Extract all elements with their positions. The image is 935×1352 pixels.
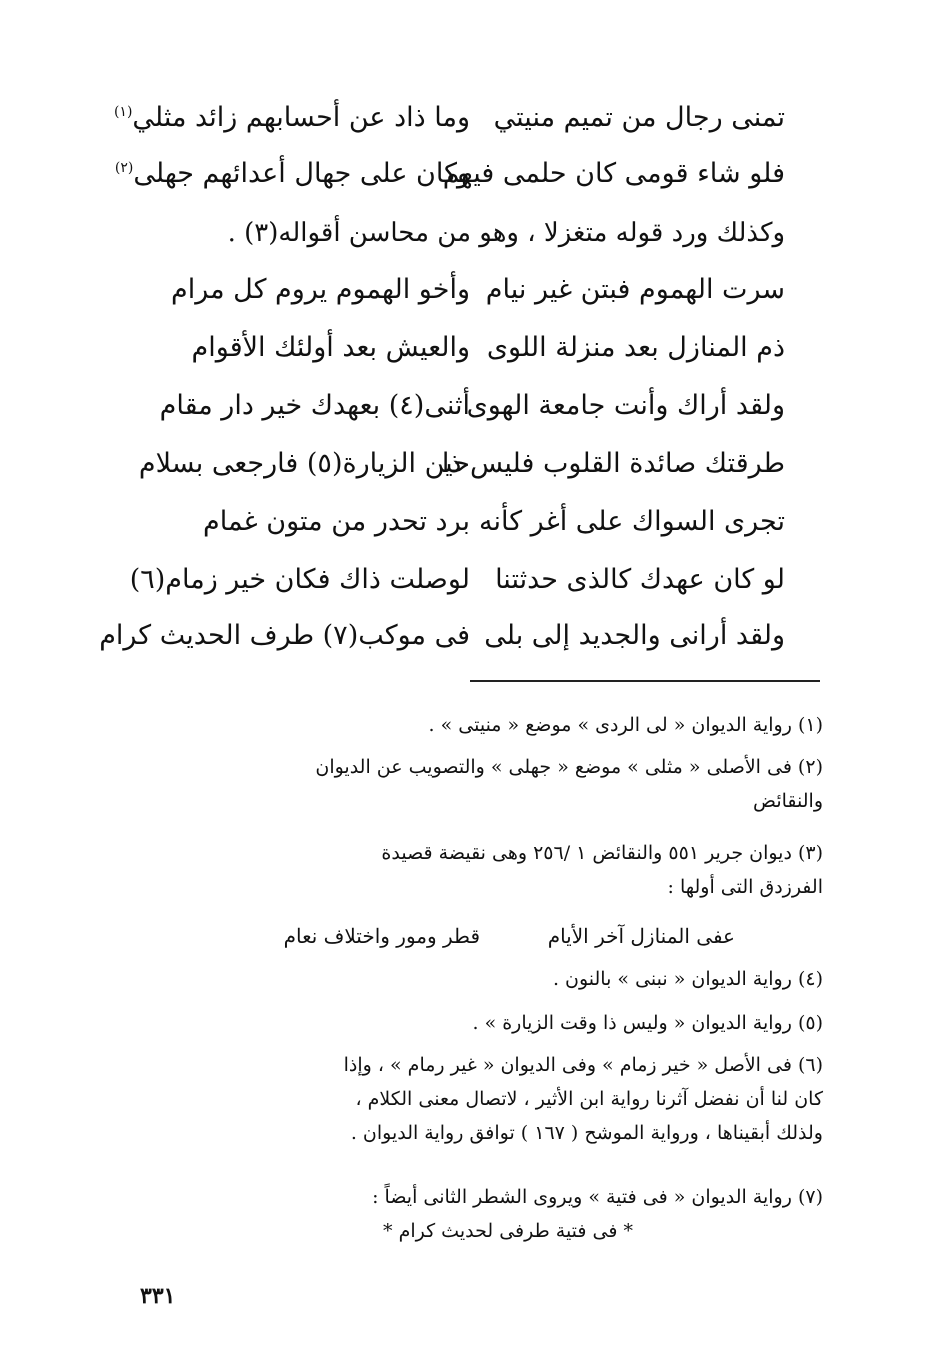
verse-hemistich-1: طرقتك صائدة القلوب فليس ذا (441, 448, 785, 479)
verse-hemistich-2: حين الزيارة(٥) فارجعى بسلام (138, 448, 470, 479)
quoted-hemistich-2: قطر ومور واختلاف نعام (283, 924, 480, 948)
verse-hemistich-1: ذم المنازل بعد منزلة اللوى (486, 332, 785, 363)
verse-line (113, 102, 785, 146)
footnote-6 (160, 1048, 823, 1150)
intro-text: وكذلك ورد قوله متغزلا ، وهو من محاسن أقواله(٣) . (227, 218, 785, 248)
verse-hemistich-2: وكان على جهال أعدائهم جهلى$^{(٢)}$ (114, 158, 470, 189)
quoted-hemistich-1: عفى المنازل آخر الأيام (547, 924, 735, 948)
verse-hemistich-2: وما ذاد عن أحسابهم زائد مثلي$^{(١)}$ (113, 102, 470, 133)
verse-line (138, 448, 785, 492)
footnote-continuation: * فى فتية طرفى لحديث كرام * (383, 1220, 633, 1242)
verse-hemistich-1: تجرى السواك على أغر كأنه (479, 506, 785, 537)
verse-hemistich-2: برد تحدر من متون غمام (203, 506, 470, 537)
verse-hemistich-1: لو كان عهدك كالذى حدثتنا (495, 564, 785, 595)
verse-line (150, 274, 785, 318)
footnote-text: (٤) رواية الديوان « نبنى » بالنون . (552, 968, 823, 990)
footnote-continuation: والنقائض (753, 790, 823, 812)
verse-line (150, 390, 785, 434)
footnote-text: (٣) ديوان جرير ٥٥١ والنقائض ١ /٢٥٦ وهى نقيضة قصيدة (381, 842, 823, 864)
verse-line (114, 158, 785, 202)
verse-line (129, 564, 785, 608)
verse-hemistich-1: ولقد أرانى والجديد إلى بلى (484, 620, 785, 651)
verse-line (99, 620, 785, 664)
footnote-continuation: الفرزدق التى أولها : (667, 876, 823, 898)
footnote-4 (160, 962, 823, 996)
footnote-text: (٥) رواية الديوان « وليس ذا وقت الزيارة » . (472, 1012, 823, 1034)
footnote-text: (١) رواية الديوان « لى الردى » موضع « منيتى » . (428, 714, 823, 736)
footnote-1 (160, 708, 823, 742)
verse-hemistich-2: والعيش بعد أولئك الأقوام (191, 332, 470, 363)
footnote-continuation: كان لنا أن نفضل آثرنا رواية ابن الأثير ، لاتصال معنى الكلام ، (355, 1088, 823, 1110)
footnote-text: (٢) فى الأصلى « مثلى » موضع « جهلى » والتصويب عن الديوان (315, 756, 823, 778)
footnote-7 (160, 1180, 823, 1248)
verse-hemistich-1: ولقد أراك وأنت جامعة الهوى (466, 390, 785, 421)
footnote-marker: (١) (113, 104, 133, 120)
footnote-continuation: ولذلك أبقيناها ، ورواية الموشح ( ١٦٧ ) توافق رواية الديوان . (350, 1122, 823, 1144)
page-number: ٣٣١ (140, 1283, 176, 1309)
footnote-5 (160, 1006, 823, 1040)
verse-line (150, 506, 785, 550)
footnote-text: (٧) رواية الديوان « فى فتية » ويروى الشطر الثانى أيضاً : (372, 1186, 823, 1208)
verse-hemistich-1: سرت الهموم فبتن غير نيام (485, 274, 785, 305)
footnote-separator (470, 680, 820, 682)
verse-hemistich-2: لوصلت ذاك فكان خير زمام(٦) (129, 564, 470, 595)
verse-hemistich-2: وأخو الهموم يروم كل مرام (170, 274, 470, 305)
verse-hemistich-1: تمنى رجال من تميم منيتي (493, 102, 785, 133)
verse-hemistich-2: فى موكب(٧) طرف الحديث كرام (99, 620, 470, 651)
footnote-2 (160, 750, 823, 818)
footnote-3 (160, 836, 823, 904)
verse-hemistich-2: أثنى(٤) بعهدك خير دار مقام (159, 390, 470, 421)
verse-line (150, 332, 785, 376)
footnote-marker: (٢) (114, 160, 134, 176)
footnote-text: (٦) فى الأصل « خير زمام » وفى الديوان « غير رمام » ، وإذا (343, 1054, 823, 1076)
verse-hemistich-1: فلو شاء قومى كان حلمى فيهم (442, 158, 785, 189)
